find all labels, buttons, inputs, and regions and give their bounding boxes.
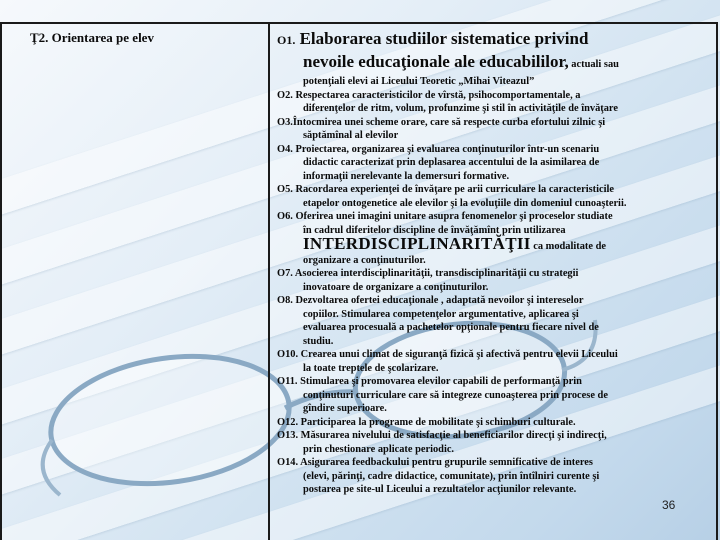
objective-13: O13. Măsurarea nivelului de satisfacţie al beneficiarilor direcţi şi indirecţi, prin chestionare aplicate periodic.	[277, 430, 607, 455]
objective-12: O12. Participarea la programe de mobilitate şi schimburi culturale.	[277, 416, 576, 428]
objective-7: O7. Asocierea interdisciplinarităţii, transdisciplinarităţii cu strategii inovatoare de organizare a conţinuturilor.	[277, 268, 579, 293]
objective-1-text: potenţiali elevi ai Liceului Teoretic „Mihai Viteazul”	[303, 76, 535, 87]
objective-14: O14. Asigurarea feedbackului pentru grupurile semnificative de interes (elevi, părinţi, cadre didactice, comunitate), prin întîlniri curente şi postarea pe site-ul Liceului a rezultatelor acţiunilor relevante.	[277, 457, 600, 495]
objective-5: O5. Racordarea experienţei de învăţare pe arii curriculare la caracteristicile etapelor ontogenetice ale elevilor şi la evoluţiile din domeniul cunoaşterii.	[277, 184, 627, 209]
objective-4: O4. Proiectarea, organizarea şi evaluarea conţinuturilor într-un scenariu didactic caracterizat prin deplasarea accentului de la asimilarea de informaţii nerelevante la demersuri formative.	[277, 143, 600, 182]
principle-label: Ţ2. Orientarea pe elev	[30, 30, 154, 45]
objective-3: O3.Întocmirea unei scheme orare, care să respecte curba efortului zilnic şi săptămînal al elevilor	[277, 116, 606, 141]
objective-10: O10. Crearea unui climat de siguranţă fizică şi afectivă pentru elevii Liceului la toate treptele de şcolarizare.	[277, 349, 618, 374]
objective-8: O8. Dezvoltarea ofertei educaţionale , adaptată nevoilor şi intereselor copiilor. Stimularea competenţelor argumentative, aplicarea şi evaluarea procesuală a pachetelor opţionale pentru fiecare nivel de studiu.	[277, 295, 599, 347]
objectives-list	[277, 28, 679, 497]
slide-number: 36	[662, 498, 676, 512]
objective-6: O6. Oferirea unei imagini unitare asupra fenomenelor şi proceselor studiate în cadrul diferitelor discipline de învăţămînt prin utilizarea INTERDISCIPLINARITĂŢII ca modalitate de organizare a conţinuturilor.	[277, 211, 613, 266]
objective-11: O11. Stimularea şi promovarea elevilor capabili de performanţă prin conţinuturi curriculare care să integreze cunoaşterea prin procese de gîndire superioare.	[277, 376, 608, 414]
objective-1-title-cont: nevoile educaţionale ale educabililor, actuali sau	[303, 52, 619, 71]
objective-2: O2. Respectarea caracteristicilor de vîrstă, psihocomportamentale, a diferenţelor de ritm, volum, profunzime şi stil în activităţile de învăţare	[277, 89, 618, 114]
objective-1-title: O1. Elaborarea studiilor sistematice privind	[277, 29, 589, 48]
interdisciplinarity-term: INTERDISCIPLINARITĂŢII	[303, 234, 531, 253]
column-divider	[268, 22, 270, 540]
